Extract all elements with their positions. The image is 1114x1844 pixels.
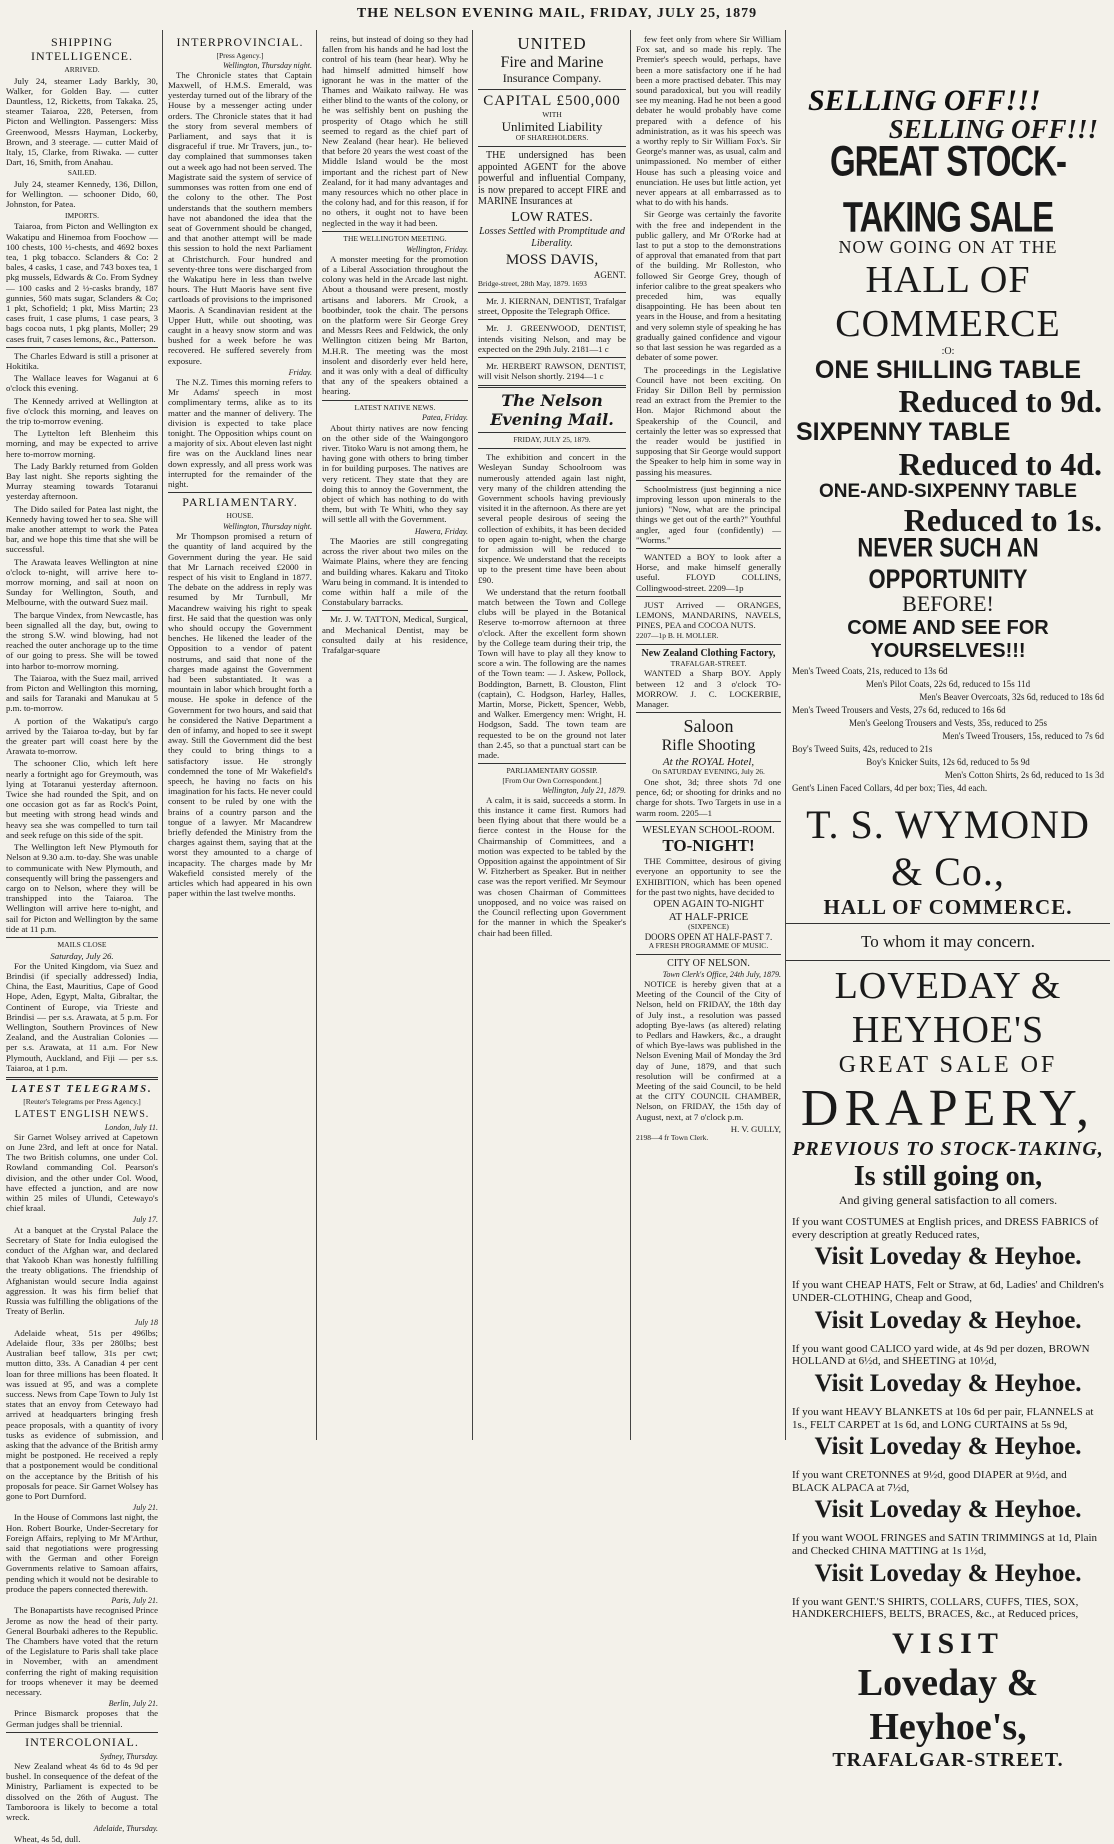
insurance-agent-label: AGENT. xyxy=(593,269,626,280)
divider xyxy=(478,292,626,293)
shipping-para: The Lady Barkly returned from Golden Bay last night. She reports sighting the Murray steaming towards Totaranui yesterday afternoon. xyxy=(6,460,158,502)
column-advertisements xyxy=(786,34,1110,1771)
interprovincial-title: INTERPROVINCIAL. xyxy=(176,35,304,49)
shipping-para: The Kennedy arrived at Wellington at five o'clock this morning, and leaves on the trip to-morrow evening. xyxy=(6,395,158,426)
reduced-4d: Reduced to 4d. xyxy=(898,445,1102,482)
divider xyxy=(786,923,1110,924)
insurance-losses: Losses Settled with Promptitude and Liberality. xyxy=(479,226,625,249)
loveday-heyhoe: LOVEDAY & HEYHOE'S xyxy=(834,965,1062,1052)
shipping-title: SHIPPING INTELLIGENCE. xyxy=(31,35,133,63)
sailed-text: July 24, steamer Kennedy, 136, Dillon, for Wellington. — schooner Dido, 60, Johnston, for Patea. xyxy=(6,179,158,210)
column-rule xyxy=(630,30,631,1440)
price-row: Men's Geelong Trousers and Vests, 35s, reduced to 25s xyxy=(849,718,1047,729)
saturday-evening: On SATURDAY EVENING, July 26. xyxy=(652,767,765,777)
notice-text: NOTICE is hereby given that at a Meeting of the Council of the City of Nelson, held on FRIDAY, the 18th day of July inst., a resolution was passed adopting Bye-laws (as altered) relating to Pedlars and Hawkers, &c., a draught of which Bye-laws was published in the Nelson Evening Mail of Monday the 3rd day of June, 1879, and that such resolution will be confirmed at a Meeting of the said Council, to be held at the CITY COUNCIL CHAMBER, Nelson, on FRIDAY, the 15th day of August, next, at 7 o'clock p.m. xyxy=(636,978,781,1122)
wanted-boy2-ad: WANTED a Sharp BOY. Apply between 12 and 3 o'clock TO-MORROW. J. C. LOCKERBIE, Manager. xyxy=(636,668,781,709)
insurance-unlimited: Unlimited Liability xyxy=(501,119,603,135)
divider xyxy=(478,319,626,320)
divider xyxy=(478,89,626,90)
price-row: Men's Tweed Trousers, 15s, reduced to 7s 6d xyxy=(942,731,1104,742)
if-you-want: If you want WOOL FRINGES and SATIN TRIMMINGS at 1d, Plain and Checked CHINA MATTING at 1s 1½d, xyxy=(792,1532,1098,1558)
sixpenny-table: SIXPENNY TABLE xyxy=(796,418,1011,447)
dateline: July 17. xyxy=(132,1215,158,1225)
divider xyxy=(636,596,781,597)
come-and-see: COME AND SEE FOR YOURSELVES!!! xyxy=(847,617,1049,663)
insurance-shareholders: OF SHAREHOLDERS. xyxy=(515,133,589,143)
rifle-title: Rifle Shooting xyxy=(661,737,756,755)
sailed-label: SAILED. xyxy=(67,168,97,178)
wellington-meeting-title: THE WELLINGTON MEETING. xyxy=(343,233,447,243)
news-text: Wheat, 4s 5d, dull. xyxy=(14,1833,81,1844)
native-news-title: LATEST NATIVE NEWS. xyxy=(354,402,436,412)
divider xyxy=(322,400,468,401)
dateline: Paris, July 21. xyxy=(111,1596,158,1606)
selling-off-2: SELLING OFF!!! xyxy=(888,114,1098,144)
still-going: Is still going on, xyxy=(853,1161,1043,1193)
dateline: Wellington, July 21, 1879. xyxy=(542,785,626,795)
great-sale-of: GREAT SALE OF xyxy=(838,1052,1058,1079)
divider xyxy=(478,146,626,147)
dentist-ad: Mr. J. KIERNAN, DENTIST, Trafalgar street, Opposite the Telegraph Office. xyxy=(478,295,626,317)
now-going-on: NOW GOING ON AT THE xyxy=(838,236,1058,257)
gossip-text: A calm, it is said, succeeds a storm. In this instance it came first. Rumors had been flying about that there would be a fierce contest in the House for the Chairmanship of Committees, and a motion was expected to be tabled by the Opposition against the appointment of Sir W. Fitzherbert as Speaker. But in neither case was the report verified. Mr Seymour was chosen Chairman of Committees unopposed, and no voice was raised on the Council reflecting upon Government for the manner in which the Speaker's chair had been filled. xyxy=(478,794,626,938)
insurance-with: WITH xyxy=(542,109,562,119)
divider xyxy=(478,385,626,388)
hall-of-commerce: HALL OF COMMERCE xyxy=(835,258,1061,345)
divider xyxy=(636,548,781,549)
committee-text: THE Committee, desirous of giving everyone an opportunity to see the EXHIBITION, which has been opened for the past two nights, have decided to xyxy=(636,856,781,897)
oranges-ad: JUST Arrived — ORANGES, LEMONS, MANDARINS, NAVELS, PINES, PEA and COCOA NUTS. xyxy=(636,599,781,631)
open-again: OPEN AGAIN TO-NIGHT xyxy=(653,898,764,910)
column-insurance-editorial xyxy=(474,34,630,1440)
price-row: Boy's Knicker Suits, 12s 6d, reduced to 5s 9d xyxy=(866,757,1030,768)
divider xyxy=(636,480,781,481)
price-row: Men's Beaver Overcoats, 32s 6d, reduced to 18s 6d xyxy=(919,692,1104,703)
reduced-1s: Reduced to 1s. xyxy=(903,502,1102,539)
shipping-para: The barque Vindex, from Newcastle, has been signalled all the day, but, owing to the strong S.W. wind blowing, had not reached the outer anchorage up to the time of our going to press. She will be towed into harbor to-morrow morning. xyxy=(6,609,158,671)
column-gossip-ads xyxy=(632,34,785,1440)
divider xyxy=(168,492,312,493)
divider xyxy=(478,357,626,358)
visit-loveday: Visit Loveday & Heyhoe. xyxy=(814,1559,1082,1587)
dateline: Friday. xyxy=(288,367,312,377)
dateline: Wellington, Thursday night. xyxy=(222,521,312,531)
house-label: HOUSE. xyxy=(226,511,254,521)
reduced-9d: Reduced to 9d. xyxy=(898,383,1102,420)
gossip-text: The proceedings in the Legislative Council have not been exciting. On Friday Sir Dillon Bell by permission read an extract from the Premier to the Hon. Major Richmond about the Speakership of the Council, and certainly the letter was so expressed that the reader would be justified in supposing that Sir George would support the Speaker to help him in some way in passing his measures. xyxy=(636,364,781,477)
dateline: Berlin, July 21. xyxy=(108,1699,158,1709)
agency-note: [Press Agency.] xyxy=(216,50,264,60)
divider xyxy=(478,432,626,433)
half-price: AT HALF-PRICE xyxy=(668,910,749,923)
town-clerk-office: Town Clerk's Office, 24th July, 1879. xyxy=(662,969,781,979)
column-interprovincial xyxy=(164,34,316,1440)
paper-date: FRIDAY, JULY 25, 1879. xyxy=(513,435,591,445)
if-you-want: If you want HEAVY BLANKETS at 10s 6d per pair, FLANNELS at 1s., FELT CARPET at 1s 6d, and LONG CURTAINS at 5s 9d, xyxy=(792,1405,1094,1431)
editorial-text: The exhibition and concert in the Wesleyan Sunday Schoolroom was numerously attended again last night, very many of the children attending the Government schools having previously visited it in the afternoon. As there are yet several people desirous of seeing the collection of exhibits, it has been decided to open again to-night, when the charge for admission will be reduced to sixpence. We understand that the receipts up to the present time have been about £90. xyxy=(478,452,626,585)
mails-title: MAILS CLOSE xyxy=(57,939,107,949)
divider xyxy=(322,610,468,611)
shipping-para: The Wellington left New Plymouth for Nelson at 9.30 a.m. to-day. She was unable to communicate with New Plymouth, and consequently will bring the passengers and cargo on to Nelson, where they will be transhipped into the Taiaroa. The Wellington will arrive here to-night, and sail for Picton and Wellington by the same tide at 11 p.m. xyxy=(6,842,158,934)
intercolonial-title: INTERCOLONIAL. xyxy=(25,1734,139,1749)
divider xyxy=(322,231,468,232)
divider xyxy=(636,954,781,955)
divider xyxy=(786,960,1110,961)
if-you-want: If you want CHEAP HATS, Felt or Straw, at 6d, Ladies' and Children's UNDER-CLOTHING, Cheap and Good, xyxy=(792,1279,1104,1304)
shipping-para: The Taiaroa, with the Suez mail, arrived from Picton and Wellington this morning, and sails for Taranaki and Manukau at 5 p.m. to-morrow. xyxy=(6,672,158,714)
dateline: Wellington, Thursday night. xyxy=(222,60,312,70)
oranges-sig: 2207—1p B. H. MOLLER. xyxy=(636,631,719,641)
news-text: New Zealand wheat 4s 6d to 4s 9d per bushel. In consequence of the defeat of the Ministry, Parliament is expected to be dissolved on the 26th of August. The Tamboroora is likely to become a total wreck. xyxy=(6,1761,158,1823)
hall-of-commerce-2: HALL OF COMMERCE. xyxy=(823,895,1073,920)
dateline: Wellington, Friday. xyxy=(406,244,468,254)
parliamentary-title: PARLIAMENTARY. xyxy=(182,495,298,510)
drapery: DRAPERY, xyxy=(800,1080,1096,1138)
insurance-agent-addr: Bridge-street, 28th May, 1879. 1693 xyxy=(478,279,587,289)
visit-loveday: Visit Loveday & Heyhoe. xyxy=(814,1433,1082,1461)
divider xyxy=(636,712,781,713)
shipping-para: The Wallace leaves for Waganui at 6 o'clock this evening. xyxy=(6,373,158,394)
news-text: At a banquet at the Crystal Palace the Secretary of State for India eulogised the conduct of the Afghan war, and declared that Yakoob Khan was honestly fulfilling the treaty obligations. The friendship of Afghanistan would secure India against aggression. It was his firm belief that Russia was fulfilling the obligations of the Treaty of Berlin. xyxy=(6,1224,158,1317)
if-you-want: If you want good CALICO yard wide, at 4s 9d per dozen, BROWN HOLLAND at 6½d, and SHEETING at 10½d, xyxy=(792,1342,1090,1368)
article-text: Mr Thompson promised a return of the quantity of land acquired by the Government during the year. He said that Mr Larnach received £2000 in respect of his visit to England in 1877. The debate on the address in reply was resumed by Mr Turnbull, Mr Macandrew waiving his right to speak first. He said that the question was only who should occupy the Government benches. He likened the leader of the Opposition to a vendor of patent nostrums, and said that none of the charges made against the Government had been substantiated. It was a mountain in labor which brought forth a mouse. He spoke in defence of the Government for two hours, and said that he considered the Native Department a den of infamy, and hoped to see it swept away. Still the Government did the best they could to bring things to a satisfactory issue. He strongly condemned the tone of Mr Wakefield's speech, he having no facts on his imagination for his facts. He never could consent to be ruled by one with the brains of a country parson and the tongue of a lawyer. Mr Macandrew briefly defended the Ministry from the charges against them, saying that at the worst they amounted to a charge of incapacity. The charges made by Mr Wakefield consisted merely of the articles which had appeared in his own paper within the last twelve months. xyxy=(168,531,312,899)
article-text: The Chronicle states that Captain Maxwell, of H.M.S. Emerald, was yesterday turned out of the library of the House by a messenger acting under orders. The Chronicle states that it had the story from several members of Parliament, and says that it is disgraceful if true. Mr Travers, jun., to-day complained that summonses taken out a week ago had not been served. The Magistrate said the system of service of summonses was rotten from one end of the colony to the other. The Post understands that the southern members have not abandoned the idea that the seat of Government should be changed, and that another attempt will be made this session to hold the next Parliament at Christchurch. Four hundred and seventy-three tons were discharged from the Wakatipu here in less than twelve hours. The Hutt Maoris have sent five cartloads of provisions to the imprisoned Maoris. A Scandinavian resident at the Upper Hutt, while out shooting, was caught in a heavy snow storm and was bushed for a week before he was recovered. He suffered severely from exposure. xyxy=(168,69,312,366)
insurance-fire-marine: Fire and Marine xyxy=(500,53,604,71)
divider xyxy=(636,821,781,822)
divider xyxy=(6,1732,158,1733)
gully-name: H. V. GULLY, xyxy=(730,1123,781,1134)
selling-off-1: SELLING OFF!!! xyxy=(808,84,1041,117)
royal-hotel: At the ROYAL Hotel, xyxy=(662,755,755,768)
imports-text: Taiaroa, from Picton and Wellington ex Wakatipu and Hinemoa from Foochow — 100 chests, 100 ½-chests, and 4692 boxes tea, 1 pkg tobacco. Sclanders & Co: 2 bales, 4 casks, 1 case, and 743 boxes tea, 1 pkg mussels, Edwards & Co. From Sydney — 100 casks and 2 ½-casks brandy, 187 gunnies, 560 mats sugar, Sclanders & Co; 1 pkt, Schofield; 1 pkt, Miss Martin; 23 cases fruit, 1 case plums, 1 case pears, 3 bags cocoa nuts, 1 pkg plants, Moller; 29 cases fruit, 7 cases lemons, &c., Patterson. xyxy=(6,221,158,344)
if-you-want: If you want CRETONNES at 9½d, good DIAPER at 9½d, and BLACK ALPACA at 7½d, xyxy=(792,1469,1067,1494)
gossip-text: few feet only from where Sir William Fox sat, and so made his reply. The Premier's speech would, perhaps, have been a more satisfactory one if he had been a more practised debater. This may sound paradoxical, but you will readily see my meaning. Had he not been a good debater he would probably have come prepared with a defence of his administration, as it was his speech was a worthy reply to Sir William Fox's. Sir George's manner was, as usual, calm and unimpassioned. No member of either House has such a pleasing voice and enunciation. He uses but little action, yet never appears at all embarrassed as to what to do with his hands. xyxy=(636,34,781,208)
dateline: Sydney, Thursday. xyxy=(100,1751,158,1761)
visit-loveday: Visit Loveday & Heyhoe. xyxy=(814,1306,1082,1334)
previous-to-stocktaking: PREVIOUS TO STOCK-TAKING, xyxy=(792,1138,1104,1161)
if-you-want: If you want GENT.'S SHIRTS, COLLARS, CUFFS, TIES, SOX, HANDKERCHIEFS, BELTS, BRACES, &c., at Reduced prices, xyxy=(792,1595,1079,1621)
visit-big: VISIT xyxy=(892,1626,1004,1660)
dateline: Hawera, Friday. xyxy=(414,526,468,536)
reuter-note: [Reuter's Telegrams per Press Agency.] xyxy=(23,1097,141,1107)
visit-loveday: Visit Loveday & Heyhoe. xyxy=(814,1369,1082,1397)
price-row: Men's Tweed Coats, 21s, reduced to 13s 6d xyxy=(792,666,948,677)
dateline: Patea, Friday. xyxy=(422,413,468,423)
divider xyxy=(6,347,158,348)
shipping-para: The schooner Clio, which left here nearly a fortnight ago for Greymouth, was lying at Totaranui yesterday afternoon. Twice she had rounded the Spit, and on one occasion got as far as Rock's Point, but meeting with strong head winds and heavy sea she was compelled to turn tail and seek refuge on this side of the spit. xyxy=(6,758,158,840)
sixpence: (SIXPENCE) xyxy=(688,922,729,932)
divider xyxy=(478,448,626,449)
loveday-big: Loveday & Heyhoe's, xyxy=(857,1661,1039,1748)
price-row: Boy's Tweed Suits, 42s, reduced to 21s xyxy=(792,744,933,755)
divider xyxy=(6,937,158,938)
nz-clothing: New Zealand Clothing Factory, xyxy=(641,648,776,660)
one-six-table: ONE-AND-SIXPENNY TABLE xyxy=(819,481,1077,503)
dentist-ad: Mr. HERBERT RAWSON, DENTIST, will visit Nelson shortly. 2194—1 c xyxy=(478,360,626,382)
dateline: Adelaide, Thursday. xyxy=(93,1824,158,1834)
imports-label: IMPORTS. xyxy=(65,210,99,220)
dateline: London, July 11. xyxy=(104,1122,158,1132)
doors-open: DOORS OPEN AT HALF-PAST 7. xyxy=(644,931,773,942)
to-whom: To whom it may concern. xyxy=(861,932,1035,952)
visit-loveday: Visit Loveday & Heyhoe. xyxy=(814,1243,1082,1271)
divider xyxy=(478,763,626,764)
news-text: Sir Garnet Wolsey arrived at Capetown on June 23rd, and left at once for Natal. The two British columns, one under Col. Rowland commanding Col. Pearson's division, and the other under Col. Wood, have effected a junction, and are now within 25 miles of Ulundi, Cetewayo's chief kraal. xyxy=(6,1131,158,1214)
column-shipping xyxy=(2,34,162,1844)
article-text: The Maories are still congregating across the river about two miles on the Waimate Plains, where they are fencing and building whares. Kakaru and Titoko Waru being in command. It is intended to come within half a mile of the Constabulary barracks. xyxy=(322,535,468,608)
article-text: A monster meeting for the promotion of a Liberal Association throughout the colony was held in the Arcade last night. About a thousand were present, mostly artisans and laborers. Mr Crook, a bootbinder, took the chair. The persons on the platform were Sir George Grey and Messrs Rees and Feldwick, the only Wellington citizen being Mr Barton, M.H.R. The meeting was the most insolent and disorderly ever held here, and it was only with a deal of difficulty that any of the speakers obtained a hearing. xyxy=(322,253,468,397)
column-rule xyxy=(472,30,473,1440)
tatton-ad: Mr. J. W. TATTON, Medical, Surgical, and Mechanical Dentist, may be consulted daily at his residence, Trafalgar-square xyxy=(322,614,468,655)
dentist-ad: Mr. J. GREENWOOD, DENTIST, intends visiting Nelson, and may be expected on the 29th July. 2181—1 c xyxy=(478,323,626,354)
schoolmistress-joke: Schoolmistress (just beginning a nice improving lesson upon minerals to the juniors) "Now, what are the principal things we get out of the earth?" Youthful angler, aged four (confidently) — "Worms." xyxy=(636,483,781,545)
editorial-text: We understand that the return football match between the Town and College clubs will be played in the Botanical Reserve to-morrow afternoon at three o'clock. After the excellent form shown by the College team during their trip, the Town will have to play all they know to score a win. The following are the names of the Town team: — J. Askew, Pollock, Boddington, Barnett, B. Clouston, Flint (captain), C. Hodgson, Harley, Halles, Martin, Morse, Pickett, Spencer, Webb, and Walker. Emergency men: Wright, H. Hodgson, Sadd. The town team are requested to be on the ground not later than 2.45, so that a punctual start can be made. xyxy=(478,586,626,761)
gossip-title: PARLIAMENTARY GOSSIP. xyxy=(506,766,598,776)
if-you-want: If you want COSTUMES at English prices, and DRESS FABRICS of every description at greatly Reduced rates, xyxy=(792,1216,1099,1241)
article-text: The N.Z. Times this morning refers to Mr Adams' speech in most complimentary terms, alike as to its matter and the manner of delivery. The division is expected to take place tonight. The Opposition whips count on a majority of six. About eleven last night fire was on the Auckland lines near down expressly, and all press work was interrupted for the remainder of the night. xyxy=(168,377,312,490)
arrived-text: July 24, steamer Lady Barkly, 30, Walker, for Golden Bay. — cutter Dauntless, 12, Ricketts, from Takaka. 25, steamer Taiaroa, 228, Petersen, from Picton and Wellington. Passengers: Miss Greenwood, Messrs Hayman, Lockerby, Brown, and 3 steerage. — cutter Maid of Italy, 15, Clarke, from Riwaka. — cutter Dart, 16, Smith, from Anahau. xyxy=(6,75,158,168)
insurance-company: Insurance Company. xyxy=(502,71,602,86)
shipping-para: The Lyttelton left Blenheim this morning, and may be expected to arrive here to-morrow morning. xyxy=(6,428,158,459)
mails-date: Saturday, July 26. xyxy=(50,950,114,961)
shipping-para: The Charles Edward is still a prisoner at Hokitika. xyxy=(6,350,158,371)
insurance-low-rates: LOW RATES. xyxy=(511,209,593,225)
column-rule xyxy=(316,30,317,1440)
news-text: Adelaide wheat, 51s per 496lbs; Adelaide flour, 33s per 280lbs; best Australian beef tallow, 31s per cwt; mutton ditto, 33s. A Canadian 4 per cent loan for three millions has been floated. It was issued at 95, and was a complete success. News from Cape Town to July 1st states that an envoy from Cetewayo had arrived at headquarters bringing fresh peace proposals, with a quantity of ivory tusks as evidence of submission, and asking that the advance of the British army might be postponed. He received a reply that a postponement would be conditional on the acceptance by the British of his proposals for peace. Sir Garnet Wolsey has gone to Port Durnford. xyxy=(6,1327,158,1501)
giving-satisfaction: And giving general satisfaction to all comers. xyxy=(838,1193,1058,1208)
wesleyan-title: WESLEYAN SCHOOL-ROOM. xyxy=(642,824,775,836)
tsw-title: T. S. WYMOND & Co., xyxy=(806,802,1090,895)
saloon-title: Saloon xyxy=(683,716,734,737)
english-news-title: LATEST ENGLISH NEWS. xyxy=(14,1108,150,1120)
paper-title: The Nelson Evening Mail. xyxy=(490,391,614,429)
trafalgar-label: TRAFALGAR-STREET. xyxy=(670,658,747,668)
divider xyxy=(636,644,781,645)
column-news xyxy=(318,34,472,1440)
separator: :O: xyxy=(941,345,955,357)
dateline: July 18 xyxy=(134,1318,158,1328)
insurance-agent-name: MOSS DAVIS, xyxy=(505,252,599,269)
price-row: Men's Cotton Shirts, 2s 6d, reduced to 1s 3d xyxy=(944,770,1104,781)
insurance-united: UNITED xyxy=(517,34,587,53)
latest-telegrams-title: LATEST TELEGRAMS. xyxy=(11,1084,153,1096)
column-rule xyxy=(162,30,163,1440)
wanted-boy-ad: WANTED a BOY to look after a Horse, and make himself generally useful. FLOYD COLLINS, Collingwood-street. 2209—1p xyxy=(636,551,781,593)
article-text: reins, but instead of doing so they had fallen from his hands and he had lost the control of his team (hear hear). Why he had himself admitted himself how ignorant he was in the matter of the Thames and Waikato railway. He was either blind to the wants of the colony, or he was selfishly bent on pushing the prosperity of Otago which he still seemed to regard as the chief part of New Zealand (hear hear). He believed that before 20 years the west coast of the Middle Island would be the most important and the richest part of New Zealand, for it had many advantages and many resources which no other place in the colony had, and for this reason, if for no others, it ought not to have been neglected in the way it had been. xyxy=(322,34,468,228)
shipping-para: The Arawata leaves Wellington at nine o'clock to-night, will arrive here to-morrow morning, and sail at noon on Sunday for Wellington, South, and Melbourne, with the outward Suez mail. xyxy=(6,556,158,608)
news-text: In the House of Commons last night, the Hon. Robert Bourke, Under-Secretary for Foreign Affairs, replying to Mr M'Arthur, said that negotiations were progressing with the German and other Foreign Governments relative to Samoan affairs, pending which it would not be desirable to produce the papers connected therewith. xyxy=(6,1512,158,1594)
visit-loveday: Visit Loveday & Heyhoe. xyxy=(814,1496,1082,1524)
price-row: Gent's Linen Faced Collars, 4d per box; Ties, 4d each. xyxy=(792,783,988,794)
insurance-capital: CAPITAL £500,000 xyxy=(483,93,621,110)
gossip-text: Sir George was certainly the favorite with the free and independent in the public gallery, and Mr O'Rorke had at last to put a stop to the demonstrations of approval that emanated from that part of the building. Mr Rolleston, who followed Sir George Grey, though of inferior calibre to the great speakers who preceded him, was equally disappointing. He has been about ten years in the House, and from a hesitating and very solemn style of speaking he has gradually gained confidence and vigour so that last session he was regarded as a debater of some power. xyxy=(636,209,781,363)
news-text: The Bonapartists have recognised Prince Jerome as now the head of their party. General Bourbaki adheres to the Republic. The Chambers have voted that the return of the Legislature to Paris shall take place in November, with an amendment conferring the right of making requisition for troops whenever it may be deemed necessary. xyxy=(6,1605,158,1697)
masthead xyxy=(0,0,1114,28)
shipping-para: The Dido sailed for Patea last night, the Kennedy having towed her to sea. She will make another attempt to work the Patea bar, and we hope this time that she will be successful. xyxy=(6,503,158,555)
gully-title: 2198—4 fr Town Clerk. xyxy=(636,1133,709,1143)
saloon-text: One shot, 3d; three shots 7d one pence, 6d; or shooting for drinks and no charge for shots. Two Targets in use in a warm room. 2205—1 xyxy=(636,777,781,818)
fresh-programme: A FRESH PROGRAMME OF MUSIC. xyxy=(648,941,769,951)
mails-text: For the United Kingdom, via Suez and Brindisi (if specially addressed) India, China, the East, Mauritius, Cape of Good Hope, Aden, Egypt, Malta, Gibraltar, the Continent of Europe, via Trieste and Brindisi — per s.s. Arawata, at 5 p.m. For Wellington, Southern Provinces of New Zealand, and the Australian Colonies — per s.s. Arawata, at 11 a.m. For New Plymouth, Auckland, and Fiji — per s.s. Taiaroa, at 1 p.m. xyxy=(6,960,158,1073)
arrived-label: ARRIVED. xyxy=(64,64,100,74)
trafalgar-street: TRAFALGAR-STREET. xyxy=(832,1748,1064,1771)
never-such: NEVER SUCH AN OPPORTUNITY xyxy=(857,532,1039,595)
news-text: Prince Bismarck proposes that the German judges shall be triennial. xyxy=(6,1708,158,1729)
great-sale-title: GREAT STOCK-TAKING SALE xyxy=(829,136,1067,241)
price-row: Men's Pilot Coats, 22s 6d, reduced to 15s 11d xyxy=(865,679,1031,690)
before: BEFORE! xyxy=(902,591,994,617)
one-shilling-table: ONE SHILLING TABLE xyxy=(814,355,1082,384)
shipping-para: A portion of the Wakatipu's cargo arrived by the Taiaroa to-day, but by far the greater part will coast here by the Arawata to-morrow. xyxy=(6,715,158,757)
insurance-text: THE undersigned has been appointed AGENT for the above powerful and influential Company, is now prepared to accept FIRE and MARINE Insurances at xyxy=(478,150,626,208)
masthead-title: THE NELSON EVENING MAIL, FRIDAY, JULY 25, 1879 xyxy=(356,6,758,21)
divider xyxy=(6,1077,158,1080)
gossip-sub: [From Our Own Correspondent.] xyxy=(502,775,602,785)
price-list xyxy=(786,666,1110,793)
tonight-title: TO-NIGHT! xyxy=(662,836,755,856)
price-row: Men's Tweed Trousers and Vests, 27s 6d, reduced to 16s 6d xyxy=(792,705,1006,716)
dateline: July 21. xyxy=(132,1503,158,1513)
city-of-nelson: CITY OF NELSON. xyxy=(667,958,750,970)
article-text: About thirty natives are now fencing on the other side of the Waingongoro river. Titoko Waru is not among them, he having gone with others to bring timber in for building purposes. The natives are very reticent. They state that they are doing this to annoy the Government, the object of which has nothing to do with them, but with Te Whiti, who they say will settle all with the Government. xyxy=(322,422,468,525)
